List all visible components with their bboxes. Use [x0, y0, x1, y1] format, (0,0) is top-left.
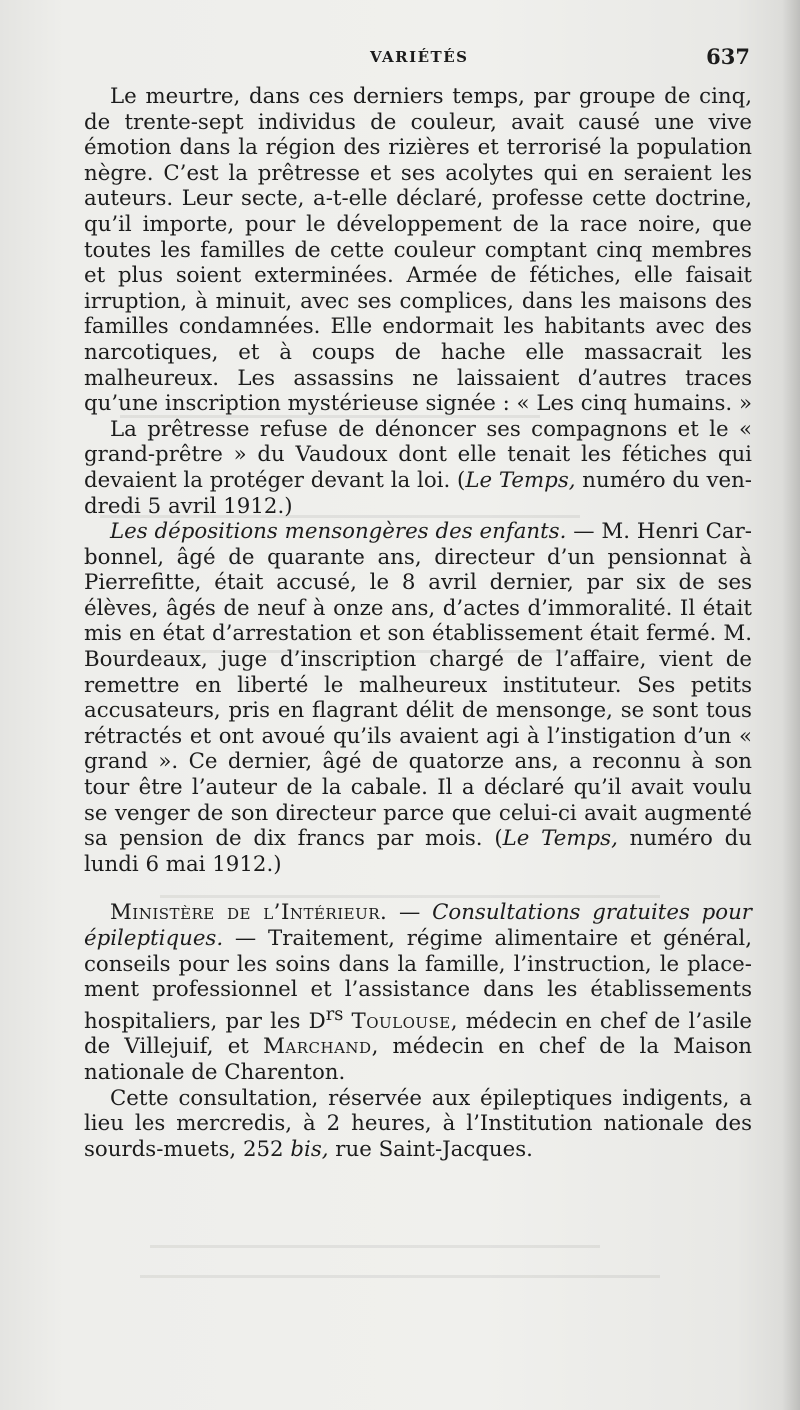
address-bis: bis,	[290, 1136, 329, 1162]
page-number: 637	[706, 44, 750, 69]
paragraph-text: Le meurtre, dans ces derniers temps, par groupe de cinq, de trente-sept individus de couleur, avait causé une vive émotion dans la région des rizières et terrorisé la population nègre. C’est la prêtresse et ses acolytes qui en seraient les auteurs. Leur secte, a-t-elle déclaré, professe cette doctrine, qu’il importe, pour le développement de la race noire, que toutes les familles de cette couleur comptant cinq membres et plus soient exterminées. Armée de fétiches, elle faisait irruption, à minuit, avec ses complices, dans les maisons des familles condamnées. Elle endormait les habitants avec des narcotiques, et à coups de hache elle massacrait les malheureux. Les assassins ne laissaient d’autres traces qu’une inscription mystérieuse signée : « Les cinq humains. »	[84, 84, 753, 417]
name-marchand: Marchand	[263, 1034, 372, 1060]
dash: —	[387, 900, 433, 926]
paragraph-text: , médecin en chef de l’asile de Villejuif, et	[84, 1008, 752, 1060]
citation-date: numéro du lundi 6 mai 1912.)	[84, 826, 752, 877]
superscript-rs: rs	[325, 1004, 344, 1025]
paragraph-depositions	[84, 519, 752, 877]
name-toulouse: Toulouse	[351, 1008, 451, 1034]
paragraph-text: — M. Henri Carbonnel, âgé de quarante ans, directeur d’un pensionnat à Pierrefitte, était accusé, le 8 avril dernier, par six de ses élèves, âgés de neuf à onze ans, d’actes d’immoralité. Il était mis en état d’arrestation et son établissement était fermé. M. Bourdeaux, juge d’inscription chargé de l’affaire, vient de remettre en liberté le malheureux instituteur. Ses petits accusateurs, pris en flagrant délit de mensonge, se sont tous rétractés et ont avoué qu’ils avaient agi à l’instigation d’un « grand ». Ce dernier, âgé de quatorze ans, a reconnu à son tour être l’auteur de la cabale. Il a déclaré qu’il avait voulu se venger de son directeur parce que celui-ci avait augmenté sa pension de dix francs par mois. (	[84, 519, 752, 852]
paragraph-text: Cette consultation, réservée aux épileptiques indigents, a lieu les mercredis, à 2 heures, à l’Institution nationale des sourds-muets, 252	[84, 1085, 752, 1162]
paragraph-pretresse	[84, 417, 752, 519]
paragraph-consultation	[84, 1086, 752, 1163]
citation-source: Le Temps,	[502, 826, 618, 852]
citation-source: Le Temps,	[465, 467, 576, 493]
section-heading-ministere: Ministère de l’Intérieur.	[110, 900, 388, 926]
page-edge-shadow	[782, 0, 800, 1410]
paragraph-text: — Traitement, régime alimentaire et général, conseils pour les soins dans la famille, l’instruction, le placement professionnel et l’assistance dans les établissements hospitaliers, par les D	[84, 926, 752, 1034]
address-street: rue Saint-Jacques.	[328, 1136, 533, 1162]
page-header	[110, 44, 750, 74]
section-title-depositions: Les dépositions mensongères des enfants.	[110, 519, 567, 545]
paragraph-ministere	[84, 900, 752, 1085]
citation-date: numéro du vendredi 5 avril 1912.)	[84, 467, 752, 519]
paragraph-text: La prêtresse refuse de dénoncer ses compagnons et le « grand-prêtre » du Vaudoux dont elle tenait les fétiches qui devaient la protéger devant la loi. (	[84, 416, 752, 493]
paragraph-text: , médecin en chef de la Maison nationale de Charenton.	[84, 1034, 752, 1086]
running-head: VARIÉTÉS	[370, 48, 469, 66]
section-title-consultations: Consultations gratuites pour épileptiques.	[84, 900, 752, 951]
paragraph-meurtre	[84, 84, 752, 417]
body-text	[84, 84, 752, 1162]
